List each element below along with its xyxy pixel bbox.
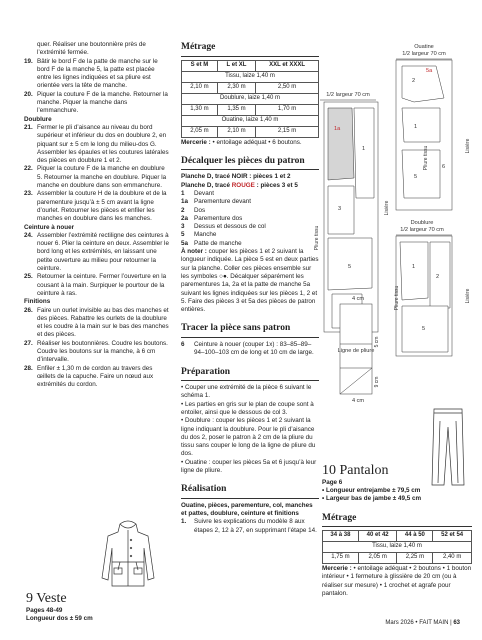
pieces-list — [181, 190, 319, 248]
list-item: 1. Suivre les explications du modèle 8 aux étapes 2, 12 à 27, en supprimant l’étape 14. — [181, 518, 317, 534]
table-cell: 1,75 m — [323, 553, 359, 564]
steps-list-a — [24, 58, 170, 116]
size-header: L et XL — [217, 60, 255, 71]
size-header: 40 et 42 — [358, 531, 397, 542]
size-header: XXL et XXXL — [256, 60, 319, 71]
pantalon-page: Page 6 — [322, 478, 343, 486]
table-cell: 1,70 m — [256, 104, 319, 115]
list-item: 1 Devant — [181, 189, 214, 197]
size-header: 34 à 38 — [323, 531, 359, 542]
piece-num: 5 — [414, 174, 418, 180]
list-item: 26. Faire un ourlet invisible au bas des manches et des pièces. Rabattre les ourlets de la doublure et les coudre à la main sur le bas des manches et des pièces. — [24, 306, 169, 339]
subheading-doublure: Doublure — [24, 115, 52, 123]
list-item: 2a Parementure dos — [181, 214, 243, 222]
steps-list-b — [24, 124, 170, 224]
lisiere-label: Lisière — [465, 288, 471, 304]
piece-num: 5a — [426, 68, 433, 74]
veste-pages: Pages 48-49 — [26, 606, 63, 614]
doublure-label: Doublure — [410, 220, 434, 226]
planche-rouge: Planche D, tracé ROUGE : pièces 3 et 5 — [181, 181, 298, 189]
realisation-heading: Réalisation — [181, 483, 319, 499]
pantalon-metrage-heading: Métrage — [322, 512, 472, 528]
tissu-width: 1/2 largeur 70 cm — [326, 92, 370, 98]
cutting-layout-diagram — [314, 38, 480, 448]
bullet-item: • Doublure : couper les pièces 1 et 2 suivant la ligne indiquant la doublure. Pour le pli d’aisance du dos 2, poser le patron à 2 cm de la pliure du tissu sans couper le long de la ligne de pliure du dos. — [181, 417, 316, 458]
tracer-list — [181, 341, 319, 358]
lisiere-label: Lisière — [465, 138, 471, 154]
piece-num: 5 — [348, 264, 352, 270]
piece-num: 1 — [362, 146, 366, 152]
piece-num: 1a — [334, 126, 341, 132]
pantalon-section — [322, 464, 472, 598]
table-cell: 1,35 m — [217, 104, 255, 115]
list-item: 20. Piquer la couture F de la manche. Retourner la manche. Piquer la manche dans l’emmanchure. — [24, 90, 168, 115]
table-cell: 2,50 m — [256, 82, 319, 93]
table-cell: 2,30 m — [217, 82, 255, 93]
dim-5cm: 5 cm — [374, 336, 380, 348]
metrage-table — [181, 60, 319, 138]
subheading-finitions: Finitions — [24, 298, 51, 306]
list-item: 21. Fermer le pli d’aisance au niveau du bord supérieur et inférieur du dos en doublure 2, en piquant sur ± 5 cm le long du milieu-dos G. Assembler les épaules et les coutures latérales des pièces en doublure 1 et 2. — [24, 123, 169, 165]
pantalon-title: 10 Pantalon — [322, 463, 389, 478]
table-cell: 2,40 m — [433, 553, 472, 564]
pliure-label: Pliure tissu — [394, 285, 400, 311]
size-header: S et M — [182, 60, 218, 71]
piece-num: 3 — [338, 206, 342, 212]
pantalon-fact: • Largeur bas de jambe ± 49,5 cm — [322, 495, 422, 503]
steps-list-d — [24, 307, 170, 390]
table-cell: 1,30 m — [182, 104, 218, 115]
table-cell: 2,25 m — [397, 553, 433, 564]
list-item: 22. Piquer la couture F de la manche en doublure 5. Retourner la manche en doublure. Piquer la manche en doublure dans son emmanchure. — [24, 165, 167, 190]
piece-num: 2 — [436, 274, 440, 280]
fabric-label: Ouatine, laize 1,40 m — [182, 115, 319, 126]
veste-title-block — [26, 592, 106, 623]
veste-title: 9 Veste — [26, 591, 67, 606]
list-item: 5a Patte de manche — [181, 239, 242, 247]
table-cell: 2,05 m — [358, 553, 397, 564]
piece-num: 1 — [414, 124, 418, 130]
table-cell: 2,15 m — [256, 126, 319, 137]
dim-9cm: 9 cm — [374, 376, 380, 388]
list-item: 28. Enfiler ± 1,30 m de cordon au travers des œillets de la capuche. Faire un nœud aux extrémités du cordon. — [24, 364, 154, 389]
size-header: 44 à 50 — [397, 531, 433, 542]
ouatine-label: Ouatine — [414, 44, 434, 50]
table-cell: 2,10 m — [182, 82, 218, 93]
mercerie-text: Mercerie : • entoilage adéquat • 6 boutons. — [181, 138, 302, 146]
list-item: 2 Dos — [181, 206, 206, 214]
continued-text: quer. Réaliser une boutonnière près de l’extrémité fermée. — [37, 41, 146, 57]
list-item: 27. Réaliser les boutonnières. Coudre les boutons. Coudre les boutons sur la manche, à 6 cm d’intervalle. — [24, 339, 168, 364]
realisation-bold: Ouatine, pièces, parementure, col, manches et pattes, doublure, ceinture et finitions — [181, 501, 313, 518]
list-item: 25. Retourner la ceinture. Fermer l’ouverture en la cousant à la main. Surpiquer le pourtour de la ceinture à ras. — [24, 273, 167, 297]
jacket-illustration — [98, 518, 158, 594]
table-cell: 2,05 m — [182, 126, 218, 137]
fabric-label: Doublure, laize 1,40 m — [182, 93, 319, 104]
list-item: 6 Ceinture à nouer (couper 1x) : 83–85–89–94–100–103 cm de long et 10 cm de large. — [181, 340, 314, 357]
ouatine-width: 1/2 largeur 70 cm — [402, 51, 446, 57]
tracer-heading: Tracer la pièce sans patron — [181, 322, 319, 338]
realisation-list — [181, 518, 319, 535]
fabric-label: Tissu, laize 1,40 m — [182, 71, 319, 82]
pantalon-fact: • Longueur entrejambe ± 79,5 cm — [322, 486, 421, 494]
anoter-text: À noter : couper les pièces 1 et 2 suivant la longueur indiquée. La pièce 5 est en deux parties sur la planche. Coller ces pièces ensemble sur les symboles ○●. Décalquer séparément les parementures 1a, 2a et la patte de manche 5a suivant les lignes indiquées sur les pièces 1, 2 et 5. Faire des pièces 3 et 5a des pièces de patron entières. — [181, 248, 319, 314]
fabric-label: Tissu, laize 1,40 m — [323, 542, 472, 553]
doublure-width: 1/2 largeur 70 cm — [400, 227, 444, 233]
preparation-list — [181, 384, 319, 475]
piece-num: 6 — [442, 164, 446, 170]
instructions-column-1 — [24, 41, 170, 389]
instructions-column-2 — [181, 41, 319, 535]
piece-num: 2 — [412, 78, 416, 84]
pliure-label: Pliure tissu — [314, 225, 320, 251]
list-item: 1a Parementure devant — [181, 198, 252, 206]
ligne-pliure: Ligne de pliure — [337, 348, 375, 354]
metrage-heading: Métrage — [181, 41, 319, 57]
page-number: 63 — [453, 620, 460, 626]
subheading-ceinture: Ceinture à nouer — [24, 223, 75, 231]
page-footer: Mars 2026 • FAIT MAIN | 63 — [385, 620, 460, 626]
bullet-item: • Les parties en gris sur le plan de coupe sont à entoiler, ainsi que le dessous de col 3. — [181, 400, 314, 416]
preparation-heading: Préparation — [181, 366, 319, 382]
pantalon-metrage-table — [322, 530, 472, 564]
list-item: 24. Assembler l’extrémité rectiligne des ceintures à nouer 6. Plier la ceinture en deux. Assembler le bord long et les extrémités, en laissant une petite ouverture au milieu pour retourner la ceinture. — [24, 231, 169, 273]
dim-4cm: 4 cm — [351, 398, 365, 404]
bullet-item: • Couper une extrémité de la pièce 6 suivant le schéma 1. — [181, 384, 312, 400]
list-item: 23. Assembler la couture H de la doublure et de la parementure jusqu’à ± 5 cm avant la ligne d’ourlet. Retourner les pièces et enfiler les manches en doublure dans les manches. — [24, 190, 167, 223]
bullet-item: • Ouatine : couper les pièces 5a et 6 jusqu’à leur ligne de pliure. — [181, 458, 317, 475]
lisiere-label: Lisière — [384, 200, 390, 216]
piece-num: 1 — [412, 264, 416, 270]
planche-noir: Planche D, tracé NOIR : pièces 1 et 2 — [181, 173, 291, 181]
veste-length: Longueur dos ± 59 cm — [26, 614, 93, 622]
pantalon-mercerie: Mercerie : • entoilage adéquat • 2 boutons • 1 bouton intérieur • 1 fermeture à glissière de 20 cm (ou à réaliser sur mesure) • 1 crochet et agrafe pour pantalon. — [322, 565, 472, 597]
dim-4cm: 4 cm — [351, 296, 365, 302]
list-item: 5 Manche — [181, 231, 217, 239]
list-item: 19. Bâtir le bord F de la patte de manche sur le bord F de la manche 5, la patte est placée entre les lignes indiquées et sa pliure est orientée vers la tête de manche. — [24, 57, 158, 90]
list-item: 3 Dessus et dessous de col — [181, 223, 266, 231]
table-cell: 2,10 m — [217, 126, 255, 137]
steps-list-c — [24, 232, 170, 298]
pliure-label: Pliure tissu — [423, 145, 429, 171]
piece-num: 5 — [422, 326, 426, 332]
decalquer-heading: Décalquer les pièces du patron — [181, 155, 319, 171]
size-header: 52 et 54 — [433, 531, 472, 542]
